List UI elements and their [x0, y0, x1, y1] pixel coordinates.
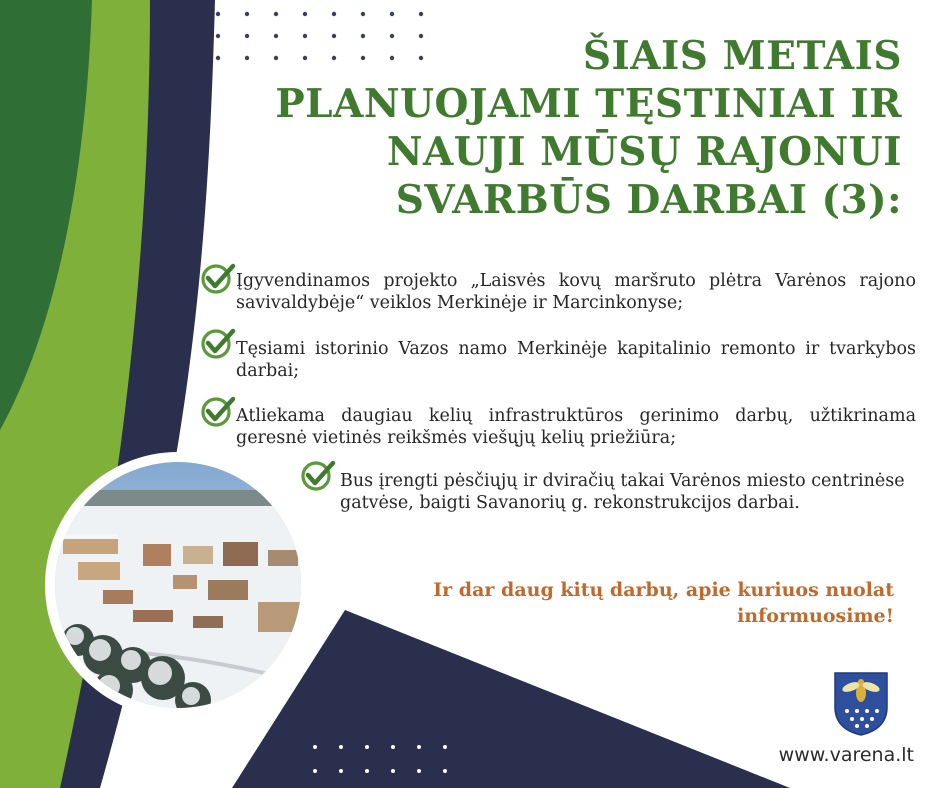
- page-title: [182, 32, 902, 224]
- checkmark-circle-icon: [200, 393, 236, 429]
- title-line-2: PLANUOJAMI TĘSTINIAI IR: [275, 81, 902, 127]
- winter-town-photo: [43, 450, 313, 720]
- list-item-text: Tęsiami istorinio Vazos namo Merkinėje kapitalinio remonto ir tvarkybos darbai;: [236, 339, 916, 381]
- list-item: [236, 338, 916, 382]
- checkmark-circle-icon: [200, 325, 236, 361]
- website-link[interactable]: www.varena.lt: [778, 744, 914, 766]
- list-item-text: Atliekama daugiau kelių infrastruktūros gerinimo darbų, užtikrinama geresnė vietinės reikšmės viešųjų kelių priežiūra;: [236, 406, 916, 448]
- list-item: [236, 405, 916, 449]
- closing-line-2: informuosime!: [737, 605, 894, 627]
- title-line-3: NAUJI MŪSŲ RAJONUI: [386, 129, 902, 175]
- checkmark-circle-icon: [200, 260, 236, 296]
- closing-text: [374, 577, 894, 629]
- list-item-text: Bus įrengti pėsčiųjų ir dviračių takai Varėnos miesto centrinėse gatvėse, baigti Savanorių g. rekonstrukcijos darbai.: [340, 471, 905, 513]
- coat-of-arms-icon: [833, 671, 889, 737]
- decorative-dots-bottom: [305, 735, 485, 780]
- title-line-1: ŠIAIS METAIS: [582, 33, 902, 79]
- list-item: [340, 470, 910, 514]
- title-line-4: SVARBŪS DARBAI (3):: [395, 177, 902, 223]
- list-item-text: Įgyvendinamos projekto „Laisvės kovų maršruto plėtra Varėnos rajono savivaldybėje“ veiklos Merkinėje ir Marcinkonyse;: [236, 271, 916, 313]
- list-item: [236, 270, 916, 314]
- closing-line-1: Ir dar daug kitų darbų, apie kuriuos nuolat: [433, 579, 894, 601]
